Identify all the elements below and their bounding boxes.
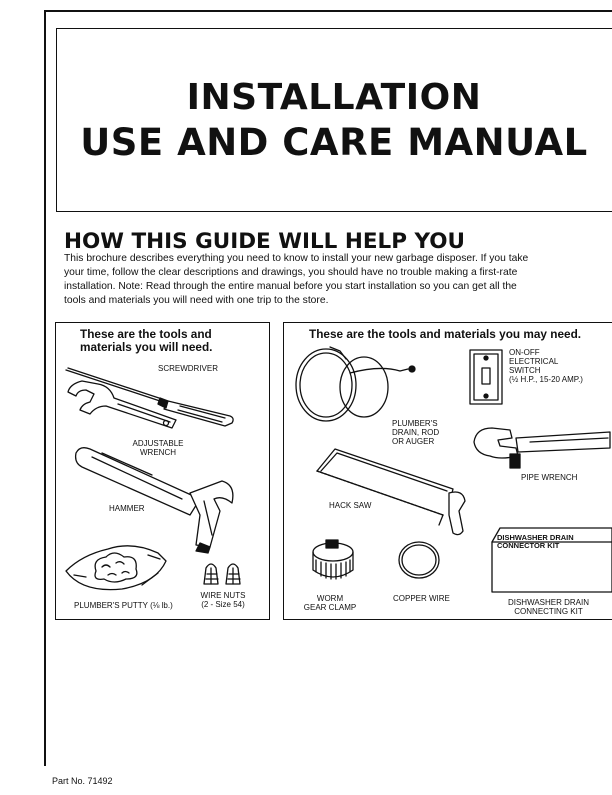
hammer-label: HAMMER bbox=[109, 504, 145, 513]
wire-nuts-label-line-2: (2 - Size 54) bbox=[201, 600, 245, 609]
hack-saw-icon bbox=[313, 445, 473, 540]
required-heading-line-2: materials you will need. bbox=[80, 340, 213, 354]
part-number: Part No. 71492 bbox=[52, 776, 113, 786]
drain-auger-icon bbox=[290, 345, 420, 430]
guide-intro bbox=[64, 252, 609, 308]
pipe-wrench-icon bbox=[470, 424, 612, 474]
kit-label-line-2: CONNECTING KIT bbox=[514, 607, 583, 616]
intro-line-2: your time, follow the clear descriptions and drawings, you should have no trouble making a first-rate bbox=[64, 266, 518, 278]
worm-gear-clamp-icon bbox=[308, 538, 358, 588]
screwdriver-label: SCREWDRIVER bbox=[158, 364, 219, 373]
hack-saw-label: HACK SAW bbox=[329, 501, 372, 510]
kit-box-print bbox=[497, 534, 574, 550]
wrench-label-line-2: WRENCH bbox=[140, 448, 176, 457]
guide-heading: HOW THIS GUIDE WILL HELP YOU bbox=[64, 229, 465, 254]
required-heading-line-1: These are the tools and bbox=[80, 327, 212, 341]
auger-label-line-2: DRAIN, ROD bbox=[392, 428, 440, 437]
title-line-1: INSTALLATION bbox=[186, 77, 482, 118]
adjustable-wrench-icon bbox=[62, 376, 182, 436]
worm-gear-clamp-label bbox=[298, 594, 362, 612]
copper-wire-icon bbox=[396, 540, 442, 580]
wrench-label-line-1: ADJUSTABLE bbox=[132, 439, 184, 448]
auger-label-line-1: PLUMBER'S bbox=[392, 419, 438, 428]
intro-line-3: installation. Note: Read through the entire manual before you start installation so you can get all the bbox=[64, 280, 517, 292]
kit-label-line-1: DISHWASHER DRAIN bbox=[507, 598, 590, 607]
plumbers-putty-icon bbox=[62, 535, 172, 595]
dishwasher-kit-label bbox=[485, 598, 612, 616]
wire-nuts-icon bbox=[200, 560, 248, 586]
title-box bbox=[56, 28, 612, 212]
switch-label-line-2: ELECTRICAL bbox=[509, 357, 559, 366]
intro-line-1: This brochure describes everything you need to know to install your new garbage disposer. If you take bbox=[64, 253, 529, 264]
drain-auger-label bbox=[392, 419, 439, 446]
kit-box-line-1: DISHWASHER DRAIN bbox=[497, 533, 574, 542]
switch-label-line-3: SWITCH bbox=[509, 366, 541, 375]
plumbers-putty-label: PLUMBER'S PUTTY (⅛ lb.) bbox=[74, 601, 173, 610]
wire-nuts-label-line-1: WIRE NUTS bbox=[200, 591, 246, 600]
optional-tools-heading: These are the tools and materials you may need. bbox=[309, 327, 582, 341]
switch-label-line-1: ON-OFF bbox=[509, 348, 540, 357]
switch-label-line-4: (½ H.P., 15-20 AMP.) bbox=[509, 375, 583, 384]
clamp-label-line-2: GEAR CLAMP bbox=[303, 603, 357, 612]
wire-nuts-label bbox=[188, 591, 258, 609]
electrical-switch-icon bbox=[468, 348, 504, 406]
electrical-switch-label bbox=[509, 348, 583, 384]
title-line-2: USE AND CARE MANUAL bbox=[80, 121, 588, 164]
clamp-label-line-1: WORM bbox=[316, 594, 344, 603]
copper-wire-label: COPPER WIRE bbox=[393, 594, 450, 603]
auger-label-line-3: OR AUGER bbox=[392, 437, 435, 446]
intro-line-4: tools and materials you will need with one trip to the store. bbox=[64, 294, 329, 306]
pipe-wrench-label: PIPE WRENCH bbox=[521, 473, 578, 482]
kit-box-line-2: CONNECTOR KIT bbox=[497, 541, 560, 550]
required-tools-heading bbox=[80, 328, 212, 354]
